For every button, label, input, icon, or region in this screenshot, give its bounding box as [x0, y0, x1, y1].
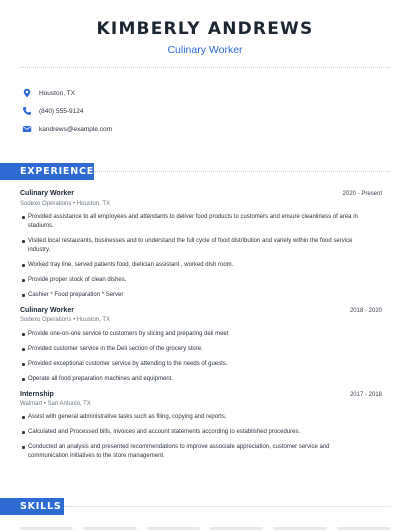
- job-bullet: Provided assistance to all employees and attendants to deliver food products to customers and ensure cleanliness of area in stadiums.: [20, 213, 360, 231]
- skills-heading: SKILLS: [0, 498, 64, 515]
- location-text: Houston, TX: [39, 89, 76, 97]
- job-bullet: Cashier * Food preparation * Server: [20, 291, 360, 300]
- experience-divider: [94, 171, 390, 172]
- job-bullet: Worked tray line, served patients food, dietician assistant , worked dish room.: [20, 261, 360, 270]
- job-company: Sodexo Operations • Houston, TX: [20, 317, 111, 323]
- job-bullet: Conducted an analysis and presented recommendations to improve associate appreciation, customer service and communication initiatives to the store management.: [20, 443, 360, 461]
- job-bullet: Provide one-on-one service to customers by slicing and preparing deli meet: [20, 330, 360, 339]
- contact-email[interactable]: [22, 120, 112, 138]
- job-bullet: Assist with general administrative tasks such as filing, copying and reports.: [20, 413, 360, 422]
- job-date: 2018 - 2020: [349, 308, 382, 314]
- candidate-title: Culinary Worker: [167, 44, 243, 56]
- job-header: [20, 391, 382, 398]
- location-pin-icon: [22, 88, 32, 98]
- job-title: Culinary Worker: [20, 307, 74, 314]
- email-icon: [22, 124, 32, 134]
- phone-icon: [22, 106, 32, 116]
- job-date: 2020 - Present: [342, 191, 382, 197]
- job-bullet: Visited local restaurants, businesses and to understand the full cycle of food distribution and variety within the food service industry.: [20, 237, 360, 255]
- job-bullet: Provided customer service in the Deli section of the grocery store.: [20, 345, 360, 354]
- job-company: Sodexo Operations • Houston, TX: [20, 201, 111, 207]
- job-date: 2017 - 2018: [349, 392, 382, 398]
- experience-heading: EXPERIENCE: [0, 163, 94, 180]
- phone-text: (840) 555-9124: [39, 107, 84, 115]
- job-header: [20, 190, 382, 197]
- header-divider: [20, 67, 390, 68]
- job-bullet: Provided exceptional customer service by attending to the needs of guests.: [20, 360, 360, 369]
- job-header: [20, 307, 382, 314]
- resume-header: [0, 18, 410, 57]
- candidate-name: KIMBERLY ANDREWS: [96, 19, 314, 39]
- job-company: Walmart • San Antonio, TX: [20, 401, 91, 407]
- contact-location: [22, 84, 75, 102]
- skills-divider: [64, 506, 390, 507]
- email-text[interactable]: kandrews@example.com: [39, 125, 113, 133]
- contact-phone: [22, 102, 83, 120]
- job-title: Internship: [20, 391, 54, 398]
- job-bullet: Provide proper stock of clean dishes.: [20, 276, 360, 285]
- job-bullet: Operate all food preparation machines and equipment.: [20, 375, 360, 384]
- job-title: Culinary Worker: [20, 190, 74, 197]
- job-bullet: Calculated and Processed bills, invoices and account statements according to established procedures.: [20, 428, 360, 437]
